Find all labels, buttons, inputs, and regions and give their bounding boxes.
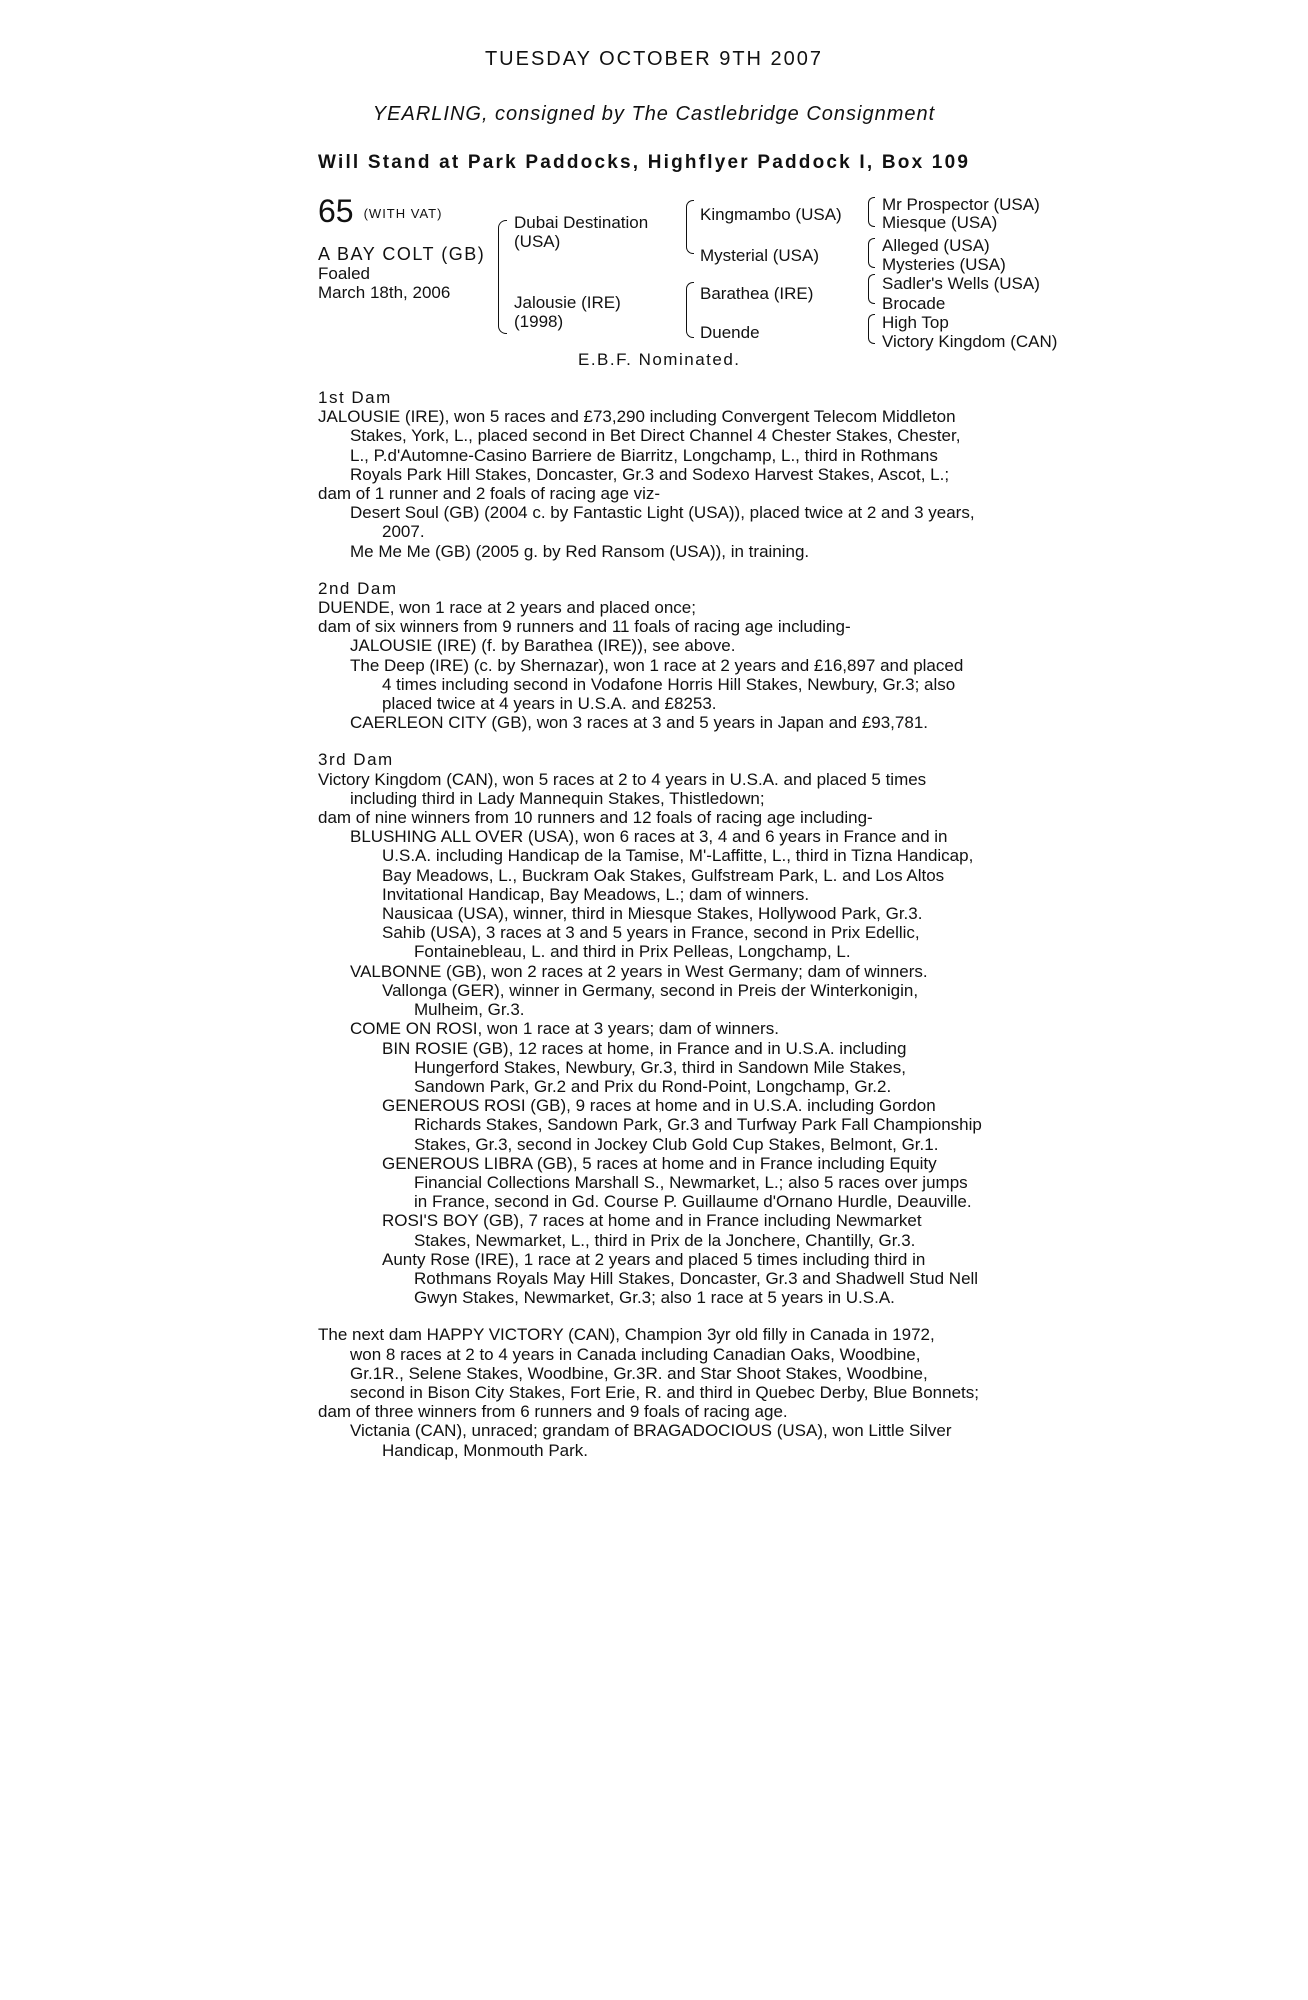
- sire-name: [514, 213, 648, 251]
- lot-number-value: 65: [318, 193, 354, 229]
- text-line: dam of nine winners from 10 runners and 12 foals of racing age including-: [318, 808, 873, 828]
- gen3-ancestor: Alleged (USA): [882, 236, 990, 255]
- dam-name-line2: (1998): [514, 312, 564, 331]
- text-line: Gwyn Stakes, Newmarket, Gr.3; also 1 race at 5 years in U.S.A.: [414, 1288, 895, 1308]
- text-line: GENEROUS ROSI (GB), 9 races at home and in U.S.A. including Gordon: [382, 1096, 936, 1116]
- text-line: dam of three winners from 6 runners and 9 foals of racing age.: [318, 1402, 788, 1422]
- text-line: dam of six winners from 9 runners and 11 foals of racing age including-: [318, 617, 851, 637]
- text-line: JALOUSIE (IRE), won 5 races and £73,290 including Convergent Telecom Middleton: [318, 407, 956, 427]
- first-dam-section: [318, 388, 1006, 561]
- second-dam-section: [318, 579, 1006, 733]
- gen3-ancestor: Mr Prospector (USA): [882, 195, 1040, 214]
- text-line: Handicap, Monmouth Park.: [382, 1440, 588, 1460]
- sire-name-line2: (USA): [514, 232, 561, 251]
- dam-name: [514, 293, 621, 331]
- section-heading: 1st Dam: [318, 388, 392, 407]
- text-line: Royals Park Hill Stakes, Doncaster, Gr.3 and Sodexo Harvest Stakes, Ascot, L.;: [350, 464, 950, 484]
- text-line: Gr.1R., Selene Stakes, Woodbine, Gr.3R. and Star Shoot Stakes, Woodbine,: [350, 1363, 928, 1383]
- third-dam-section: [318, 750, 1006, 1307]
- gen3-ancestor: Mysteries (USA): [882, 255, 1006, 274]
- pedigree-bracket-duende: [868, 314, 875, 344]
- text-line: COME ON ROSI, won 1 race at 3 years; dam of winners.: [350, 1019, 779, 1039]
- catalogue-body: [318, 388, 1006, 1460]
- text-line: placed twice at 4 years in U.S.A. and £8253.: [382, 694, 717, 714]
- lot-description: A BAY COLT (GB): [318, 244, 486, 264]
- text-line: Victory Kingdom (CAN), won 5 races at 2 to 4 years in U.S.A. and placed 5 times: [318, 769, 927, 789]
- consignment-line: YEARLING, consigned by The Castlebridge Consignment: [372, 103, 936, 125]
- grandsire-kingmambo: Kingmambo (USA): [700, 205, 842, 224]
- section-heading: 2nd Dam: [318, 578, 398, 598]
- text-line: Sahib (USA), 3 races at 3 and 5 years in France, second in Prix Edellic,: [382, 923, 920, 943]
- text-line: Vallonga (GER), winner in Germany, second in Preis der Winterkonigin,: [382, 980, 919, 1000]
- dam-name-line1: Jalousie (IRE): [514, 293, 621, 312]
- text-line: second in Bison City Stakes, Fort Erie, R. and third in Quebec Derby, Blue Bonnets;: [350, 1382, 979, 1402]
- text-line: in France, second in Gd. Course P. Guillaume d'Ornano Hurdle, Deauville.: [414, 1192, 972, 1212]
- stand-location: Will Stand at Park Paddocks, Highflyer Paddock I, Box 109: [318, 152, 971, 173]
- section-heading: 3rd Dam: [318, 750, 394, 770]
- text-line: U.S.A. including Handicap de la Tamise, M'-Laffitte, L., third in Tizna Handicap,: [382, 846, 974, 866]
- text-line: The next dam HAPPY VICTORY (CAN), Champion 3yr old filly in Canada in 1972,: [318, 1325, 935, 1345]
- text-line: dam of 1 runner and 2 foals of racing age viz-: [318, 484, 661, 504]
- sire-name-line1: Dubai Destination: [514, 213, 649, 232]
- text-line: GENEROUS LIBRA (GB), 5 races at home and in France including Equity: [382, 1153, 937, 1173]
- text-line: including third in Lady Mannequin Stakes, Thistledown;: [350, 788, 765, 808]
- vat-note: (WITH VAT): [363, 206, 443, 221]
- text-line: Stakes, Newmarket, L., third in Prix de la Jonchere, Chantilly, Gr.3.: [414, 1230, 916, 1250]
- gen3-ancestor: Miesque (USA): [882, 213, 998, 232]
- text-line: CAERLEON CITY (GB), won 3 races at 3 and 5 years in Japan and £93,781.: [350, 713, 928, 733]
- sale-date: TUESDAY OCTOBER 9TH 2007: [484, 48, 824, 70]
- text-line: Sandown Park, Gr.2 and Prix du Rond-Point, Longchamp, Gr.2.: [414, 1076, 892, 1096]
- text-line: Bay Meadows, L., Buckram Oak Stakes, Gulfstream Park, L. and Los Altos: [382, 865, 945, 885]
- text-line: BLUSHING ALL OVER (USA), won 6 races at 3, 4 and 6 years in France and in: [350, 827, 948, 847]
- granddam-mysterial: Mysterial (USA): [700, 246, 820, 265]
- text-line: Victania (CAN), unraced; grandam of BRAGADOCIOUS (USA), won Little Silver: [350, 1421, 952, 1441]
- text-line: 4 times including second in Vodafone Horris Hill Stakes, Newbury, Gr.3; also: [382, 674, 956, 694]
- gen3-ancestor: Victory Kingdom (CAN): [882, 332, 1058, 351]
- text-line: Hungerford Stakes, Newbury, Gr.3, third in Sandown Mile Stakes,: [414, 1057, 906, 1077]
- pedigree-bracket-mysterial: [868, 238, 875, 268]
- text-line: L., P.d'Automne-Casino Barriere de Biarritz, Longchamp, L., third in Rothmans: [350, 445, 938, 465]
- text-line: JALOUSIE (IRE) (f. by Barathea (IRE)), see above.: [350, 636, 736, 656]
- text-line: Mulheim, Gr.3.: [414, 1000, 525, 1020]
- text-line: Financial Collections Marshall S., Newmarket, L.; also 5 races over jumps: [414, 1172, 968, 1192]
- text-line: Nausicaa (USA), winner, third in Miesque Stakes, Hollywood Park, Gr.3.: [382, 904, 923, 924]
- foaled-label: Foaled: [318, 264, 370, 283]
- foaled-info: [318, 264, 450, 302]
- lot-number: [318, 194, 442, 231]
- gen3-ancestor: Brocade: [882, 294, 946, 313]
- text-line: The Deep (IRE) (c. by Shernazar), won 1 race at 2 years and £16,897 and placed: [350, 655, 964, 675]
- gen3-ancestor: Sadler's Wells (USA): [882, 274, 1040, 293]
- foaled-date: March 18th, 2006: [318, 283, 451, 302]
- granddam-duende: Duende: [700, 323, 760, 342]
- pedigree-bracket-sire: [686, 200, 694, 254]
- text-line: Rothmans Royals May Hill Stakes, Doncaster, Gr.3 and Shadwell Stud Nell: [414, 1268, 979, 1288]
- pedigree-bracket-barathea: [868, 274, 875, 304]
- text-line: Stakes, Gr.3, second in Jockey Club Gold Cup Stakes, Belmont, Gr.1.: [414, 1134, 939, 1154]
- text-line: Me Me Me (GB) (2005 g. by Red Ransom (USA)), in training.: [350, 541, 810, 561]
- pedigree-bracket-dam: [686, 282, 694, 338]
- text-line: Desert Soul (GB) (2004 c. by Fantastic Light (USA)), placed twice at 2 and 3 years,: [350, 503, 975, 523]
- text-line: Aunty Rose (IRE), 1 race at 2 years and placed 5 times including third in: [382, 1249, 926, 1269]
- text-line: BIN ROSIE (GB), 12 races at home, in France and in U.S.A. including: [382, 1038, 907, 1058]
- text-line: Stakes, York, L., placed second in Bet Direct Channel 4 Chester Stakes, Chester,: [350, 426, 961, 446]
- text-line: VALBONNE (GB), won 2 races at 2 years in West Germany; dam of winners.: [350, 961, 928, 981]
- text-line: won 8 races at 2 to 4 years in Canada including Canadian Oaks, Woodbine,: [350, 1344, 921, 1364]
- text-line: Invitational Handicap, Bay Meadows, L.; dam of winners.: [382, 884, 810, 904]
- text-line: Fontainebleau, L. and third in Prix Pelleas, Longchamp, L.: [414, 942, 851, 962]
- pedigree-bracket-kingmambo: [868, 197, 875, 227]
- ebf-nominated: E.B.F. Nominated.: [578, 350, 741, 369]
- grandsire-barathea: Barathea (IRE): [700, 284, 814, 303]
- text-line: Richards Stakes, Sandown Park, Gr.3 and Turfway Park Fall Championship: [414, 1115, 982, 1135]
- pedigree-bracket-main: [498, 220, 507, 334]
- text-line: DUENDE, won 1 race at 2 years and placed once;: [318, 598, 696, 618]
- text-line: ROSI'S BOY (GB), 7 races at home and in France including Newmarket: [382, 1211, 922, 1231]
- text-line: 2007.: [382, 522, 425, 542]
- next-dam-section: [318, 1325, 1006, 1459]
- gen3-ancestor: High Top: [882, 313, 949, 332]
